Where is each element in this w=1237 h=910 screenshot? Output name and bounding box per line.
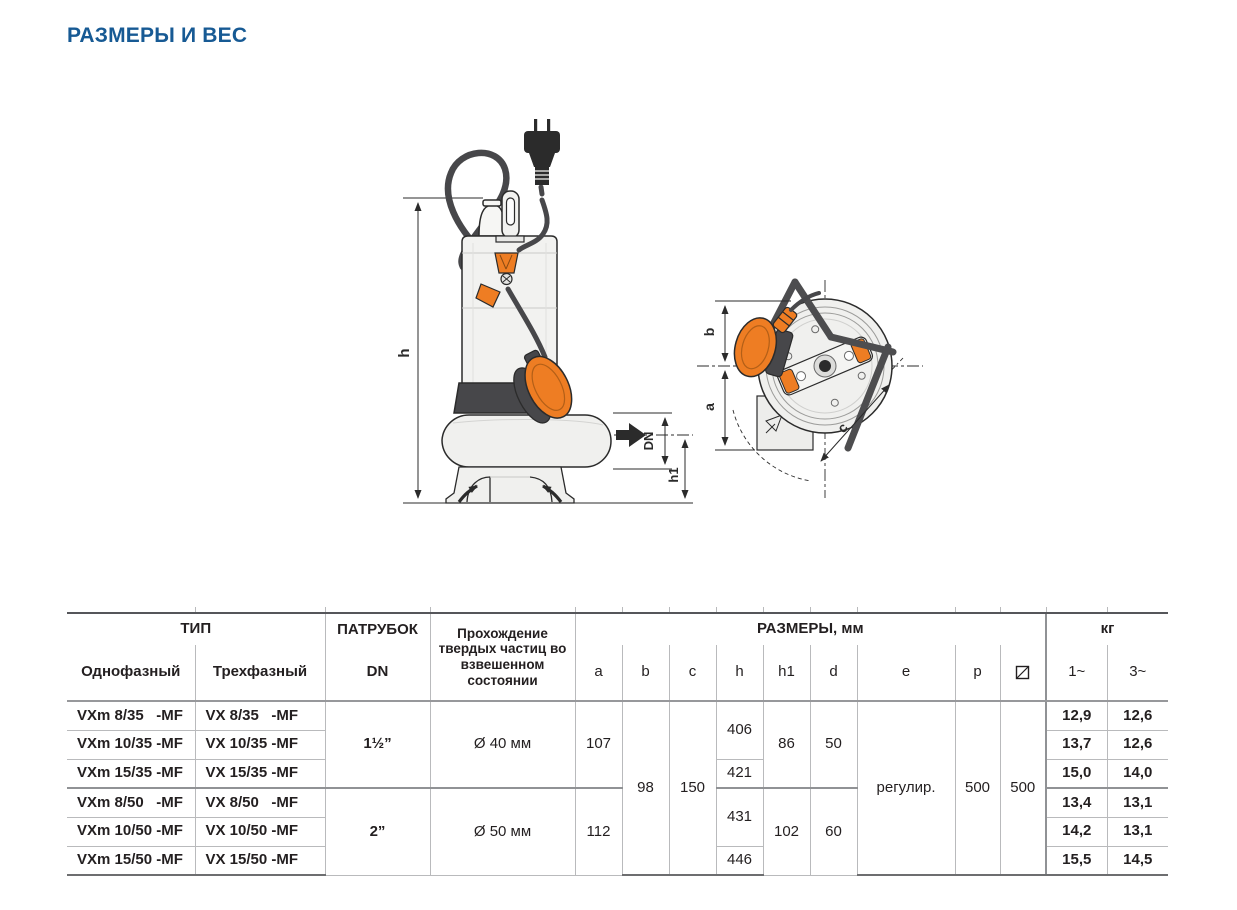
cell-type-single: VXm 8/50 -MF	[67, 788, 195, 817]
col-header-p: p	[955, 645, 1000, 701]
cell-dim-p: 500	[955, 701, 1000, 875]
col-header-square	[1000, 645, 1046, 701]
cell-type-single: VXm 10/50 -MF	[67, 817, 195, 846]
cell-dim-b: 98	[622, 701, 669, 875]
cell-dim-h1: 86	[763, 701, 810, 788]
cell-kg1: 14,2	[1046, 817, 1107, 846]
cell-kg3: 14,0	[1107, 759, 1168, 788]
dim-c-label: c	[833, 419, 851, 436]
cell-dim-h: 446	[716, 846, 763, 875]
column-ticks	[67, 607, 1168, 612]
cell-port: 1½”	[325, 701, 430, 788]
col-header-dimensions-group: РАЗМЕРЫ, мм	[575, 613, 1046, 645]
dim-h-label: h	[396, 348, 413, 358]
cell-type-three: VX 15/35 -MF	[195, 759, 325, 788]
cell-dim-d: 60	[810, 788, 857, 875]
cell-kg1: 12,9	[1046, 701, 1107, 730]
power-plug	[524, 119, 560, 185]
cell-solids: Ø 50 мм	[430, 788, 575, 875]
col-header-a: a	[575, 645, 622, 701]
cell-port: 2”	[325, 788, 430, 875]
cell-kg1: 13,4	[1046, 788, 1107, 817]
dimensions-weight-table	[67, 612, 1168, 876]
col-header-c: c	[669, 645, 716, 701]
cell-type-three: VX 10/35 -MF	[195, 730, 325, 759]
col-header-type: ТИП	[67, 613, 325, 645]
cell-dim-a: 112	[575, 788, 622, 875]
cell-type-three: VX 8/35 -MF	[195, 701, 325, 730]
pump-top-view-drawing	[695, 268, 925, 503]
cell-dim-square: 500	[1000, 701, 1046, 875]
volute-casing	[442, 415, 611, 467]
port-label: ПАТРУБОК	[337, 620, 418, 638]
col-header-kg-group: кг	[1046, 613, 1168, 645]
port-dn-label: DN	[366, 662, 389, 680]
cell-dim-h: 431	[716, 788, 763, 846]
cell-solids: Ø 40 мм	[430, 701, 575, 788]
col-header-d: d	[810, 645, 857, 701]
cell-type-single: VXm 15/50 -MF	[67, 846, 195, 875]
col-header-kg3: 3~	[1107, 645, 1168, 701]
col-header-e: e	[857, 645, 955, 701]
cell-kg1: 13,7	[1046, 730, 1107, 759]
dim-h1-label: h1	[666, 467, 681, 483]
col-header-three-phase: Трехфазный	[195, 645, 325, 701]
cell-type-single: VXm 15/35 -MF	[67, 759, 195, 788]
cell-dim-h: 406	[716, 701, 763, 759]
cell-dim-d: 50	[810, 701, 857, 788]
col-header-single-phase: Однофазный	[67, 645, 195, 701]
col-header-port	[325, 613, 430, 701]
col-header-kg1: 1~	[1046, 645, 1107, 701]
cell-dim-a: 107	[575, 701, 622, 788]
cell-kg3: 12,6	[1107, 730, 1168, 759]
table-row	[67, 701, 1168, 730]
cell-dim-h: 421	[716, 759, 763, 788]
col-header-b: b	[622, 645, 669, 701]
cell-kg3: 14,5	[1107, 846, 1168, 875]
cell-kg1: 15,5	[1046, 846, 1107, 875]
col-header-h1: h1	[763, 645, 810, 701]
cell-type-three: VX 10/50 -MF	[195, 817, 325, 846]
dim-b-label: b	[701, 327, 717, 337]
pump-side-view-drawing	[395, 103, 695, 523]
cell-type-single: VXm 10/35 -MF	[67, 730, 195, 759]
cell-type-three: VX 8/50 -MF	[195, 788, 325, 817]
cell-dim-h1: 102	[763, 788, 810, 875]
cell-kg3: 13,1	[1107, 817, 1168, 846]
square-diagonal-icon	[1015, 665, 1030, 680]
cell-type-three: VX 15/50 -MF	[195, 846, 325, 875]
cell-kg3: 13,1	[1107, 788, 1168, 817]
cell-type-single: VXm 8/35 -MF	[67, 701, 195, 730]
col-header-solids-passage: Прохождение твердых частиц во взвешенном состоянии	[430, 613, 575, 701]
pump-stand	[446, 467, 574, 503]
cell-dim-c: 150	[669, 701, 716, 875]
cell-dim-e: регулир.	[857, 701, 955, 875]
dimensions-weight-table-wrap	[67, 607, 1168, 876]
dim-a-label: a	[701, 403, 717, 411]
dim-dn-label: DN	[641, 431, 656, 451]
col-header-h: h	[716, 645, 763, 701]
page-title: РАЗМЕРЫ И ВЕС	[67, 24, 248, 47]
cell-kg3: 12,6	[1107, 701, 1168, 730]
cell-kg1: 15,0	[1046, 759, 1107, 788]
